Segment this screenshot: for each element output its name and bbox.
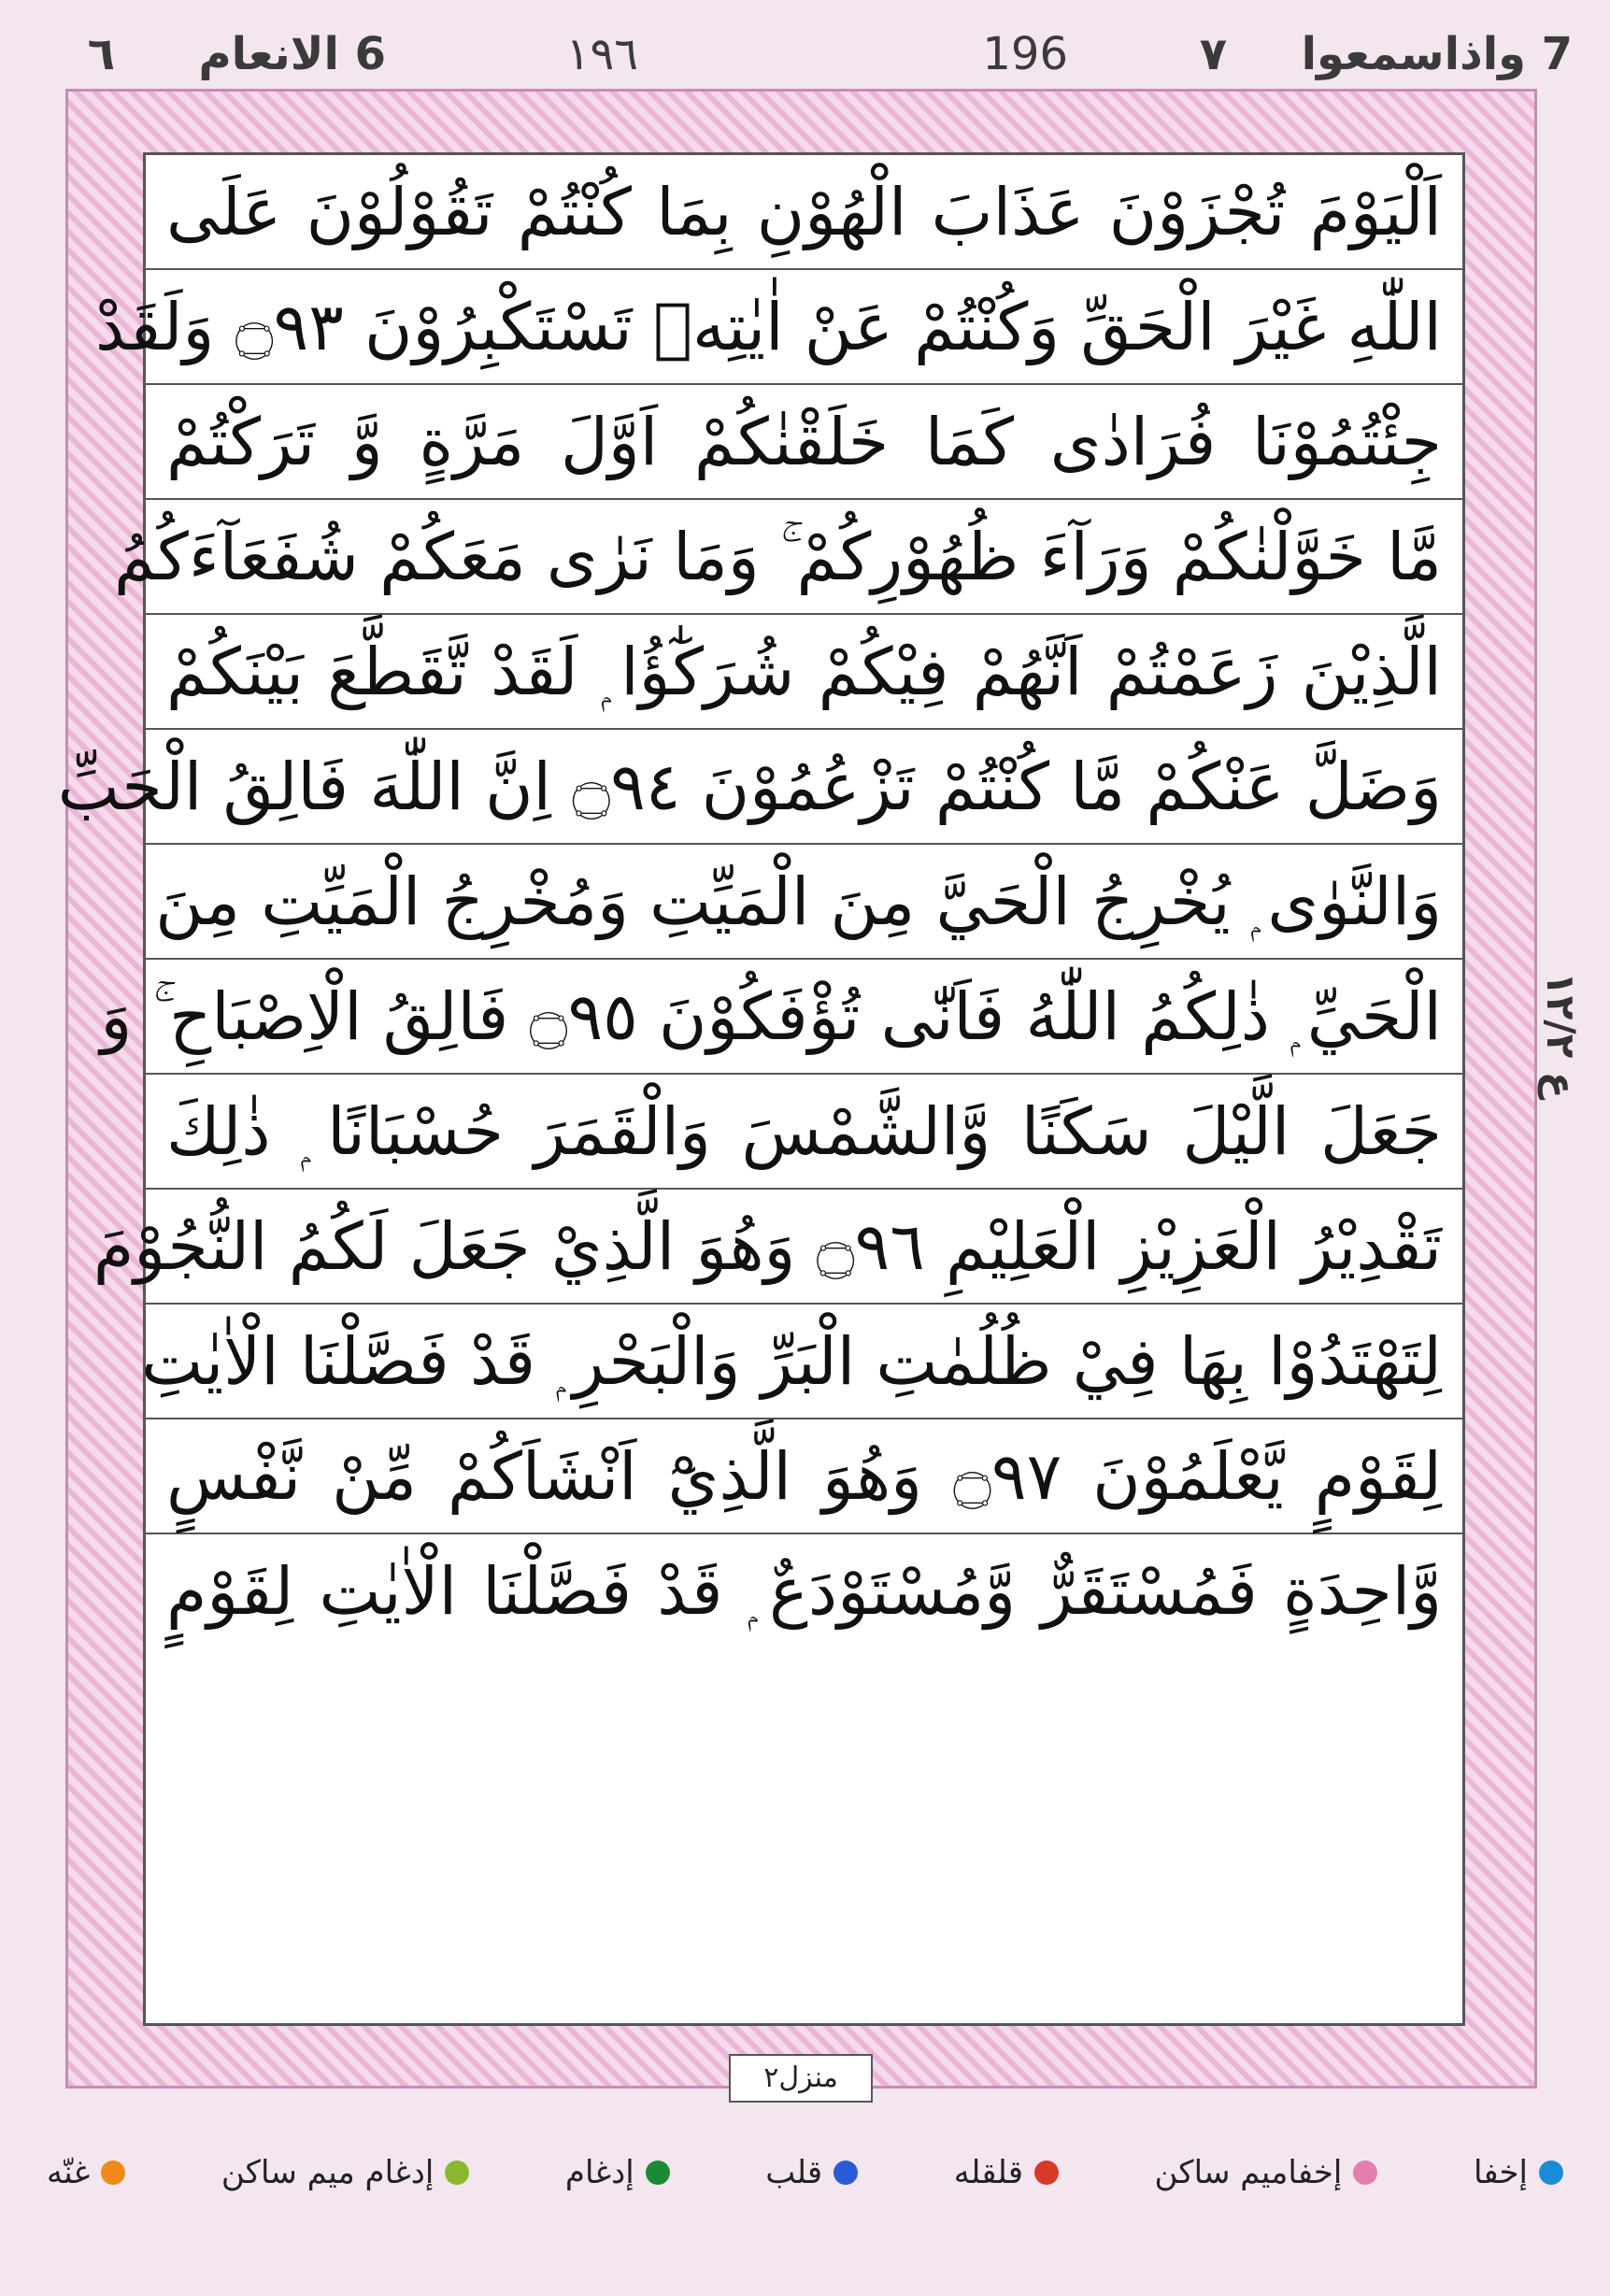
juz-arabic-number: ٧ bbox=[1199, 28, 1227, 80]
legend-item bbox=[954, 2154, 1059, 2191]
quran-line-12: لِقَوْمٍ يَّعْلَمُوْنَ ۝٩٧ وَهُوَ الَّذِيْٓ اَنْشَاَكُمْ مِّنْ نَّفْسٍ bbox=[146, 1419, 1462, 1534]
quran-line-2: اللّٰهِ غَيْرَ الْحَقِّ وَكُنْتُمْ عَنْ اٰيٰتِهٖ تَسْتَكْبِرُوْنَ ۝٩٣ وَلَقَدْ bbox=[146, 270, 1462, 385]
tajweed-legend bbox=[0, 2135, 1610, 2210]
legend-label: إدغام ميم ساكن bbox=[221, 2154, 435, 2191]
legend-label: قلب bbox=[765, 2154, 823, 2191]
ruku-marker: ع ١٢/٢ bbox=[1538, 972, 1584, 1099]
page-header bbox=[0, 0, 1610, 93]
star-icon bbox=[445, 2161, 469, 2185]
quran-line-3: جِئْتُمُوْنَا فُرَادٰى كَمَا خَلَقْنٰكُمْ اَوَّلَ مَرَّةٍ وَّ تَرَكْتُمْ bbox=[146, 385, 1462, 500]
star-icon bbox=[101, 2161, 125, 2185]
text-area bbox=[57, 152, 1465, 2026]
quran-line-8: الْحَيِّ ۭ ذٰلِكُمُ اللّٰهُ فَاَنّٰى تُؤْفَكُوْنَ ۝٩٥ فَالِقُ الْاِصْبَاحِ ۚ وَ bbox=[146, 960, 1462, 1075]
legend-item bbox=[221, 2154, 469, 2191]
quran-line-11: لِتَهْتَدُوْا بِهَا فِيْ ظُلُمٰتِ الْبَرِّ وَالْبَحْرِ ۭ قَدْ فَصَّلْنَا الْاٰيٰتِ bbox=[146, 1305, 1462, 1419]
decorative-border bbox=[57, 89, 1537, 2089]
legend-item bbox=[1474, 2154, 1563, 2191]
legend-label: إخفا bbox=[1473, 2154, 1528, 2191]
star-icon bbox=[1353, 2161, 1377, 2185]
juz-name: واذاسمعوا bbox=[1301, 28, 1526, 80]
legend-label: إخفاميم ساكن bbox=[1154, 2154, 1343, 2191]
quran-line-9: جَعَلَ الَّيْلَ سَكَنًا وَّالشَّمْسَ وَالْقَمَرَ حُسْبَانًا ۭ ذٰلِكَ bbox=[146, 1075, 1462, 1190]
legend-item bbox=[765, 2154, 858, 2191]
surah-arabic-number: ٦ bbox=[87, 28, 115, 80]
manzil-label: منزل۲ bbox=[729, 2054, 873, 2103]
page-number-latin: 196 bbox=[982, 28, 1068, 80]
surah-name: الانعام bbox=[198, 28, 339, 80]
star-icon bbox=[833, 2161, 858, 2185]
star-icon bbox=[1539, 2161, 1563, 2185]
quran-line-4: مَّا خَوَّلْنٰكُمْ وَرَآءَ ظُهُوْرِكُمْ ۚ وَمَا نَرٰى مَعَكُمْ شُفَعَآءَكُمُ bbox=[146, 500, 1462, 615]
star-icon bbox=[1034, 2161, 1059, 2185]
legend-label: غنّه bbox=[47, 2154, 91, 2191]
quran-line-10: تَقْدِيْرُ الْعَزِيْزِ الْعَلِيْمِ ۝٩٦ وَهُوَ الَّذِيْ جَعَلَ لَكُمُ النُّجُوْمَ bbox=[146, 1190, 1462, 1305]
quran-line-5: الَّذِيْنَ زَعَمْتُمْ اَنَّهُمْ فِيْكُمْ شُرَكٰٓؤُا ۭ لَقَدْ تَّقَطَّعَ بَيْنَكُمْ bbox=[146, 615, 1462, 730]
juz-number: 7 bbox=[1541, 28, 1573, 80]
legend-item bbox=[1155, 2154, 1378, 2191]
quran-line-6: وَضَلَّ عَنْكُمْ مَّا كُنْتُمْ تَزْعُمُوْنَ ۝٩٤ اِنَّ اللّٰهَ فَالِقُ الْحَبِّ bbox=[146, 730, 1462, 845]
legend-label: إدغام bbox=[564, 2154, 634, 2191]
legend-item bbox=[47, 2154, 125, 2191]
surah-number: 6 bbox=[354, 28, 386, 80]
quran-line-13: وَّاحِدَةٍ فَمُسْتَقَرٌّ وَّمُسْتَوْدَعٌ ۭ قَدْ فَصَّلْنَا الْاٰيٰتِ لِقَوْمٍ bbox=[166, 1553, 1442, 1630]
legend-item bbox=[565, 2154, 670, 2191]
page-number-arabic: ١٩٦ bbox=[565, 28, 638, 80]
star-icon bbox=[646, 2161, 670, 2185]
quran-line-7: وَالنَّوٰى ۭ يُخْرِجُ الْحَيَّ مِنَ الْمَيِّتِ وَمُخْرِجُ الْمَيِّتِ مِنَ bbox=[146, 845, 1462, 960]
quran-line-1: اَلْيَوْمَ تُجْزَوْنَ عَذَابَ الْهُوْنِ بِمَا كُنْتُمْ تَقُوْلُوْنَ عَلَى bbox=[146, 155, 1462, 270]
legend-label: قلقله bbox=[953, 2154, 1023, 2191]
